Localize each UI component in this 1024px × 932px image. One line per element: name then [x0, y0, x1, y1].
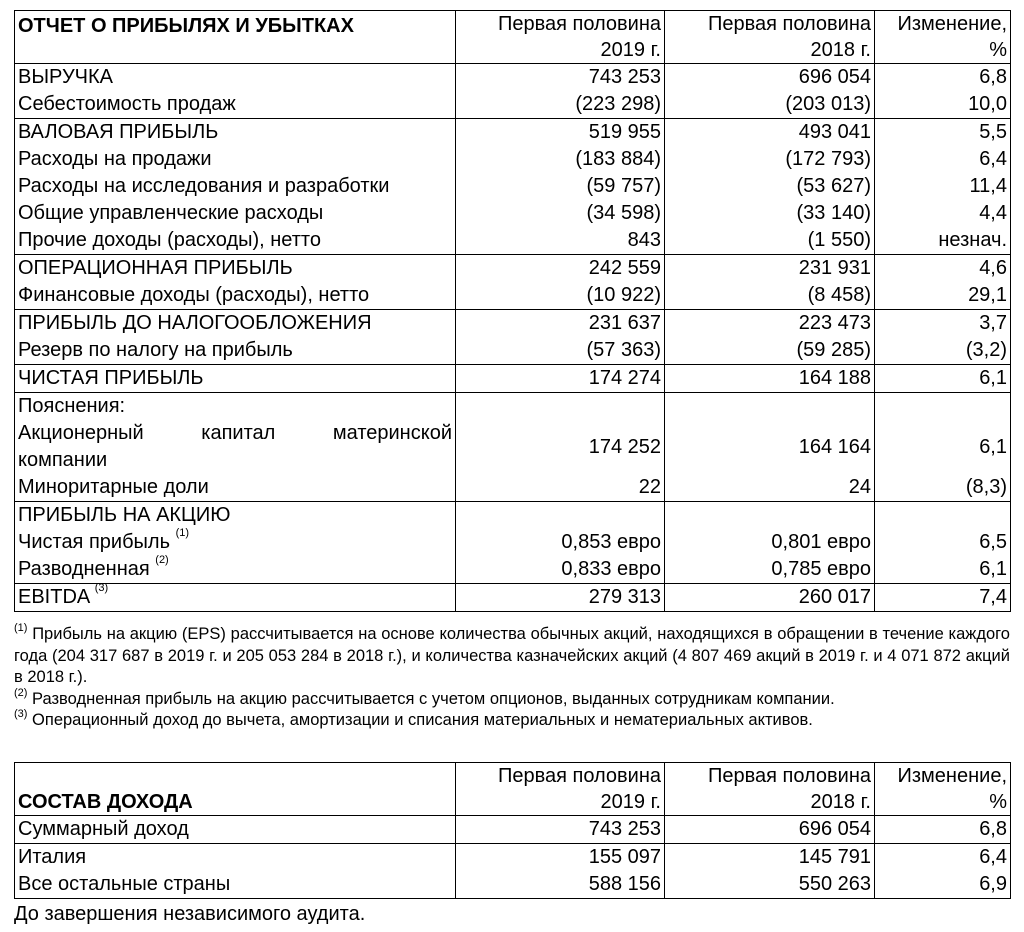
footnote-mark: (1) [175, 527, 190, 539]
table-row: Все остальные страны 588 156 550 263 6,9 [15, 871, 1011, 899]
income-col3-header: Изменение, % [875, 11, 1011, 64]
table-row: Пояснения: [15, 393, 1011, 421]
footnote: $^{(1)}$ Прибыль на акцию (EPS) рассчитывается на основе количества обычных акций, находящихся в обращении в течение каждого года (204 317 687 в 2019 г. и 205 053 284 в 2018 г.), и количества казначейских акций (4 807 469 акций в 2019 г. и 4 071 872 акций в 2018 г.). [14, 622, 1010, 686]
table-row: Акционерный капитал материнской компании 174 252 164 164 6,1 [15, 420, 1011, 474]
table-row: ОПЕРАЦИОННАЯ ПРИБЫЛЬ 242 559 231 931 4,6 [15, 255, 1011, 283]
table-row: Суммарный доход 743 253 696 054 6,8 [15, 816, 1011, 844]
parent-equity-label-line2: компании [18, 449, 108, 471]
table-row: Чистая прибыль $^{(1)}$ 0,853 евро 0,801 евро 6,5 [15, 529, 1011, 556]
table-row: Прочие доходы (расходы), нетто 843 (1 550) незнач. [15, 227, 1011, 255]
income-col2-header: Первая половина 2018 г. [665, 11, 875, 64]
table-row: Финансовые доходы (расходы), нетто (10 922) (8 458) 29,1 [15, 282, 1011, 310]
revenue-breakdown-table [14, 762, 1011, 899]
income-statement-table [14, 10, 1011, 612]
revenue-title: СОСТАВ ДОХОДА [18, 791, 193, 813]
table-row: Расходы на продажи (183 884) (172 793) 6,4 [15, 146, 1011, 173]
income-title-cell [15, 11, 456, 64]
footnotes [14, 624, 1010, 732]
table-row: ВЫРУЧКА 743 253 696 054 6,8 [15, 64, 1011, 92]
revenue-col2-header: Первая половина 2018 г. [665, 763, 875, 816]
table-row: Миноритарные доли 22 24 (8,3) [15, 474, 1011, 502]
income-col1-header: Первая половина 2019 г. [456, 11, 665, 64]
table-row: ЧИСТАЯ ПРИБЫЛЬ 174 274 164 188 6,1 [15, 365, 1011, 393]
table-row: ВАЛОВАЯ ПРИБЫЛЬ 519 955 493 041 5,5 [15, 119, 1011, 147]
table-row: ПРИБЫЛЬ НА АКЦИЮ [15, 502, 1011, 530]
table-row: EBITDA $^{(3)}$ 279 313 260 017 7,4 [15, 584, 1011, 612]
table-row: Резерв по налогу на прибыль (57 363) (59 285) (3,2) [15, 337, 1011, 365]
table-row: Расходы на исследования и разработки (59 757) (53 627) 11,4 [15, 173, 1011, 200]
table-row: ПРИБЫЛЬ ДО НАЛОГООБЛОЖЕНИЯ 231 637 223 473 3,7 [15, 310, 1011, 338]
table-row: Италия 155 097 145 791 6,4 [15, 844, 1011, 872]
table-row: Разводненная $^{(2)}$ 0,833 евро 0,785 евро 6,1 [15, 556, 1011, 584]
footnote-mark: (3) [94, 582, 109, 594]
revenue-col3-header: Изменение, % [875, 763, 1011, 816]
footnote: $^{(2)}$ Разводненная прибыль на акцию рассчитывается с учетом опционов, выданных сотрудникам компании. [14, 686, 835, 708]
income-header-row [15, 11, 1011, 64]
income-title: ОТЧЕТ О ПРИБЫЛЯХ И УБЫТКАХ [18, 15, 354, 37]
revenue-col1-header: Первая половина 2019 г. [456, 763, 665, 816]
parent-equity-label-line1: Акционерный капитал материнской [18, 422, 452, 444]
table-row: Общие управленческие расходы (34 598) (33 140) 4,4 [15, 200, 1011, 227]
revenue-header-row [15, 763, 1011, 816]
table-row: Себестоимость продаж (223 298) (203 013) 10,0 [15, 91, 1011, 119]
footnote-mark: (2) [155, 554, 169, 566]
audit-note: До завершения независимого аудита. [14, 903, 366, 925]
footnote: $^{(3)}$ Операционный доход до вычета, амортизации и списания материальных и нематериальных активов. [14, 708, 813, 729]
